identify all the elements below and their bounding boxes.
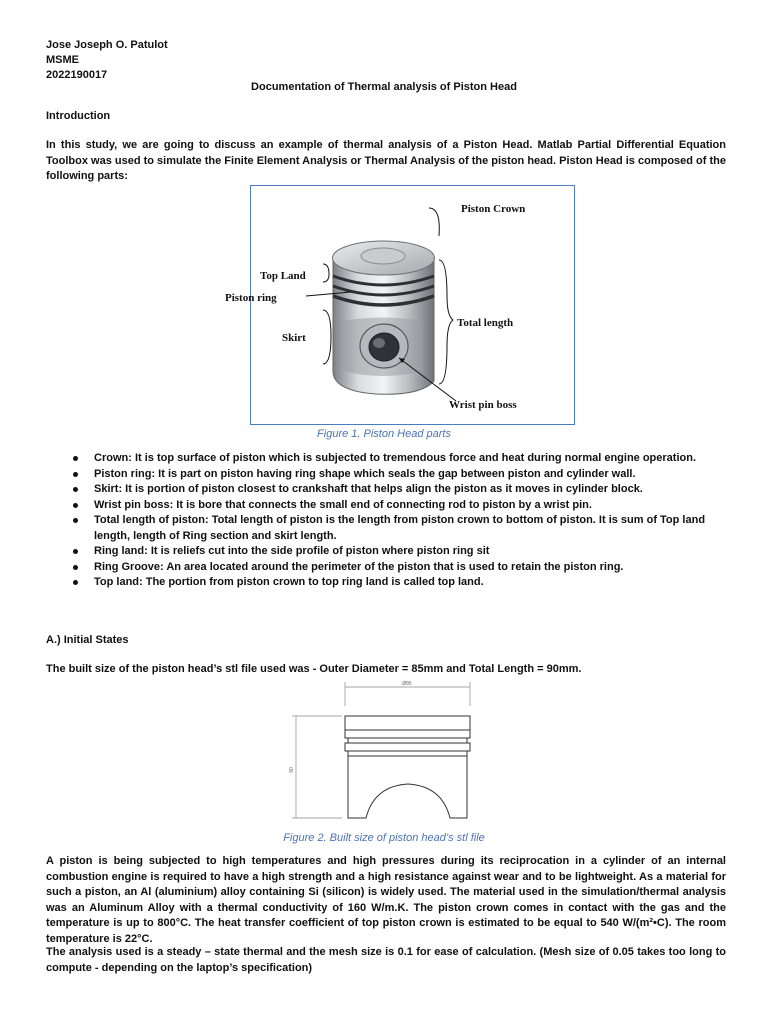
bullet-item: Crown: It is top surface of piston which is subjected to tremendous force and heat during normal engine operation. <box>70 451 720 467</box>
author-block <box>46 38 168 83</box>
piston-dimension-drawing <box>280 678 495 828</box>
piston-illustration <box>225 186 574 424</box>
bullet-dot-icon <box>73 503 78 508</box>
author-name: Jose Joseph O. Patulot <box>46 39 168 51</box>
bullet-item: Total length of piston: Total length of piston is the length from piston crown to bottom of piston. It is sum of Top land length, length of Ring section and skirt length. <box>70 513 720 544</box>
built-size-text: The built size of the piston head’s stl file used was - Outer Diameter = 85mm and Total Length = 90mm. <box>46 663 582 675</box>
material-paragraph: A piston is being subjected to high temperatures and high pressures during its reciprocation in a cylinder of an internal combustion engine is required to have a high strength and a high resistance against wear and to be lightweight. As a material for such a piston, an Al (aluminium) alloy containing Si (silicon) is widely used. The material used in the simulation/thermal analysis was an Aluminum Alloy with a thermal conductivity of 160 W/m.K. The piston crown comes in contact with the gas and the temperature is up to 800°C. The heat transfer coefficient of top piston crown is estimated to be equal to 540 W/(m²•C). The room temperature is 22°C. <box>46 855 726 945</box>
bullet-item: Ring land: It is reliefs cut into the side profile of piston where piston ring sit <box>70 544 720 560</box>
bullet-dot-icon <box>73 549 78 554</box>
label-skirt: Skirt <box>282 332 306 344</box>
label-top-land: Top Land <box>260 270 306 282</box>
bullet-dot-icon <box>73 580 78 585</box>
section-a-heading: A.) Initial States <box>46 634 129 646</box>
bullet-item: Skirt: It is portion of piston closest to crankshaft that helps align the piston as it moves in cylinder block. <box>70 482 720 498</box>
parts-bullet-list <box>70 451 720 591</box>
figure-2-built-size-drawing <box>280 678 495 828</box>
dimension-diameter: Ø85 <box>402 681 412 687</box>
introduction-heading: Introduction <box>46 110 111 122</box>
bullet-item: Ring Groove: An area located around the perimeter of the piston that is used to retain the piston ring. <box>70 560 720 576</box>
label-piston-crown: Piston Crown <box>461 203 526 215</box>
crown-leader-line <box>429 208 439 236</box>
figure-1-piston-parts <box>225 185 575 425</box>
figure-2-caption: Figure 2. Built size of piston head’s stl file <box>283 832 485 844</box>
bullet-dot-icon <box>73 565 78 570</box>
bullet-dot-icon <box>73 472 78 477</box>
bullet-item: Piston ring: It is part on piston having ring shape which seals the gap between piston and cylinder wall. <box>70 467 720 483</box>
bullet-dot-icon <box>73 456 78 461</box>
introduction-paragraph: In this study, we are going to discuss an example of thermal analysis of a Piston Head. Matlab Partial Differential Equation Toolbox was used to simulate the Finite Element Analysis or Thermal Analysis of the piston head. Piston Head is composed of the following parts: <box>46 139 726 182</box>
figure-1-caption: Figure 1. Piston Head parts <box>317 428 451 440</box>
bullet-dot-icon <box>73 518 78 523</box>
analysis-paragraph: The analysis used is a steady – state thermal and the mesh size is 0.1 for ease of calculation. (Mesh size of 0.05 takes too long to compute - depending on the laptop’s specification) <box>46 946 726 974</box>
author-program: MSME <box>46 54 79 66</box>
author-id: 2022190017 <box>46 69 108 81</box>
document-title: Documentation of Thermal analysis of Piston Head <box>251 81 517 93</box>
bullet-dot-icon <box>73 487 78 492</box>
label-piston-ring: Piston ring <box>225 292 277 304</box>
dimension-length: 90 <box>289 767 295 773</box>
bullet-item: Top land: The portion from piston crown to top ring land is called top land. <box>70 575 720 591</box>
label-wrist-pin-boss: Wrist pin boss <box>449 399 517 411</box>
label-total-length: Total length <box>457 317 514 329</box>
bullet-item: Wrist pin boss: It is bore that connects the small end of connecting rod to piston by a wrist pin. <box>70 498 720 514</box>
